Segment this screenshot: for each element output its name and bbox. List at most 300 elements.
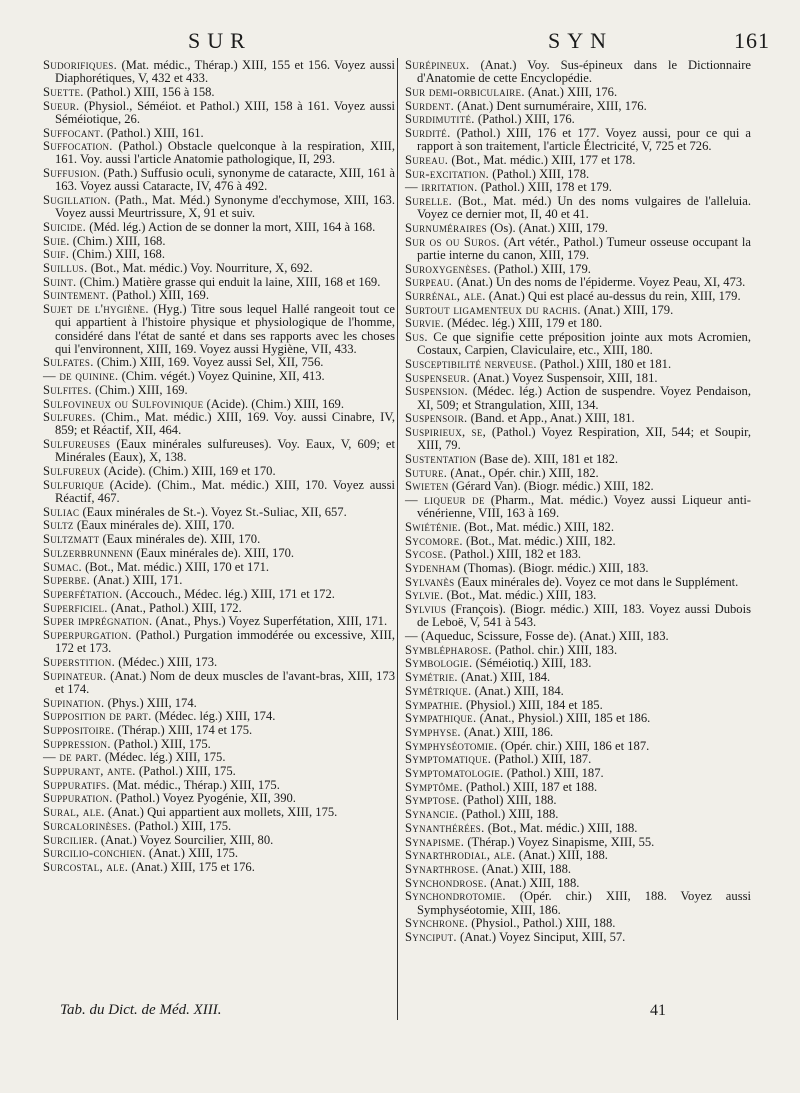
entry-body: (Anat.) XIII, 184. [471,683,564,698]
entry-body: (Anat., Phys.) Voyez Superfétation, XIII, 171. [152,614,388,629]
entry-headword: Sulfites. [43,382,92,397]
entry-headword: Sureau. [405,152,449,167]
index-entry [43,194,395,220]
entry-body: (Physiol.) XIII, 184 et 185. [462,697,603,712]
entry-body: (Eaux minérales de St.-). Voyez St.-Suliac, XII, 657. [79,504,347,519]
entry-body: (Base de). XIII, 181 et 182. [476,451,619,466]
index-entry [43,221,395,234]
entry-body: (Pathol.) XIII, 175. [135,764,236,779]
index-entry [43,276,395,289]
entry-body: (François). (Biogr. médic.) XIII, 183. Voyez aussi Dubois de Leboë, V, 541 à 543. [417,602,751,630]
index-entry [43,847,395,860]
entry-headword: Surtout ligamenteux du rachis. [405,302,581,317]
entry-body: (Bot., Mat. médic.) XIII, 182. [461,519,614,534]
entry-body: (Chim.) XIII, 169. Voyez aussi Sel, XII, 756. [93,355,324,370]
entry-headword: Superstition. [43,654,116,669]
entry-body: (Pathol.) Voyez Respiration, XII, 544; et Soupir, XIII, 79. [417,424,751,453]
entry-body: (Chim.) Matière grasse qui enduit la laine, XIII, 168 et 169. [76,274,381,289]
entry-headword: Sulfovineux ou Sulfovinique [43,396,204,411]
index-entry [43,779,395,792]
entry-body: (Physiol., Séméiot. et Pathol.) XIII, 158 à 161. Voyez aussi Séméiotique, 26. [55,98,395,126]
entry-body: (Bot., Mat. médic.) XIII, 170 et 171. [81,559,270,574]
index-entry [405,59,751,85]
entry-headword: Symétrie. [405,670,458,685]
entry-body: (Anat.) XIII, 186. [460,724,554,739]
index-entry [405,753,751,766]
entry-headword: Surépineux. [405,58,470,72]
entry-headword: — irritation. [405,180,478,195]
index-entry [405,863,751,876]
index-entry [405,195,751,221]
index-entry [43,127,395,140]
entry-headword: Suppurant, ante. [43,764,136,779]
index-entry [43,820,395,833]
entry-headword: Supposition de part. [43,709,152,724]
index-entry [405,781,751,794]
index-entry [405,113,751,126]
entry-headword: Surdimutité. [405,112,475,127]
entry-body: (Hyg.) Titre sous lequel Hallé rangeoit tout ce qui appartient à l'histoire physique et physiologique de l'homme, considéré dans l'état de santé et dans ses rapports avec les choses qui l'environnent, XIII, 169. Voyez aussi Hygiène, VII, 433. [55,302,396,356]
entry-list [405,59,751,944]
entry-body: (Pathol.) XIII, 187. [491,752,592,767]
index-entry [405,521,751,534]
index-entry [43,710,395,723]
entry-body: (Médec. lég.) XIII, 179 et 180. [444,316,603,331]
index-entry [43,370,395,383]
entry-headword: Symptomatique. [405,752,492,767]
index-entry [43,602,395,615]
entry-body: (Path., Mat. Méd.) Synonyme d'ecchymose, XIII, 163. Voyez aussi Meurtrissure, X, 91 et suiv. [55,193,395,221]
index-entry [405,699,751,712]
entry-body: (Pathol.) XIII, 182 et 183. [446,547,582,562]
index-entry [43,656,395,669]
entry-headword: Suillus. [43,261,88,276]
index-entry [405,385,751,411]
entry-headword: Superbe. [43,573,91,588]
entry-body: (Séméiotiq.) XIII, 183. [472,656,592,671]
index-entry [405,100,751,113]
running-head [40,28,770,54]
index-entry [43,248,395,261]
entry-body: (Anat.) XIII, 175. [145,846,239,861]
index-entry [43,59,395,85]
index-entry [43,356,395,369]
entry-headword: Sultz [43,518,74,533]
running-head-left: SUR [188,28,252,53]
index-entry [405,931,751,944]
entry-body: (Phys.) XIII, 174. [104,695,197,710]
entry-body: (Anat.) XIII, 171. [90,573,183,588]
index-entry [43,411,395,437]
index-entry [405,168,751,181]
entry-headword: Suspensoir. [405,411,468,426]
index-entry [405,562,751,575]
index-entry [43,861,395,874]
entry-headword: Sujet de l'hygiène. [43,302,149,317]
entry-headword: Surdité. [405,126,451,141]
entry-headword: Sympathique. [405,711,477,726]
entry-body: (Eaux minérales de). Voyez ce mot dans le Supplément. [454,574,739,589]
entry-headword: Suif. [43,247,70,262]
entry-body: (Chim.) XIII, 168. [69,247,165,262]
index-entry [405,657,751,670]
entry-body: (Eaux minérales de). XIII, 170. [99,532,261,547]
index-entry [43,792,395,805]
entry-body: (Pathol.) XIII, 179. [490,261,591,276]
entry-body: (Opér. chir.) XIII, 186 et 187. [497,738,650,753]
index-entry [405,372,751,385]
entry-body: (Anat.) XIII, 188. [515,848,608,863]
entry-headword: Suette. [43,84,84,99]
entry-body: (Path.) Suffusio oculi, synonyme de cataracte, XIII, 161 à 163. Voyez aussi Cataracte, IV, 476 à 492. [55,166,395,194]
entry-body: (Pathol.) Voyez Pyogénie, XII, 390. [112,791,296,806]
entry-body: (Pathol. chir.) XIII, 183. [491,642,618,657]
entry-body: (Anat.) Voyez Sinciput, XIII, 57. [456,930,626,944]
entry-headword: Symphyséotomie. [405,738,498,753]
entry-headword: Synciput. [405,930,457,944]
index-entry [43,574,395,587]
entry-body: (Acide). (Chim.) XIII, 169. [203,396,344,411]
entry-body: (Anat.) Nom de deux muscles de l'avant-bras, XIII, 173 et 174. [55,668,395,696]
entry-body: (Anat., Physiol.) XIII, 185 et 186. [476,711,651,726]
entry-body: (Anat.) XIII, 188. [487,875,580,890]
index-entry [405,767,751,780]
entry-body: (Aqueduc, Scissure, Fosse de). (Anat.) XIII, 183. [417,629,669,644]
entry-body: (Anat.) XIII, 184. [457,670,551,685]
entry-body: (Anat.) XIII, 175 et 176. [128,859,255,874]
entry-body: (Pathol.) XIII, 176. [474,112,575,127]
index-entry [43,697,395,710]
entry-headword: Suintement. [43,288,109,303]
index-entry [43,615,395,628]
entry-headword: Suliac [43,504,80,519]
index-entry [43,533,395,546]
entry-headword: Suppuration. [43,791,113,806]
entry-headword: Sulfureuses [43,437,111,452]
entry-headword: Sulzerbrunnenn [43,545,134,560]
entry-body: (Anat.) XIII, 176. [524,84,618,99]
entry-body: (Médec. lég.) XIII, 175. [101,750,226,765]
entry-body: (Pathol.) XIII, 169. [108,288,209,303]
index-entry [43,561,395,574]
entry-headword: — [405,629,418,644]
index-entry [43,438,395,464]
index-entry [405,630,751,643]
entry-body: (Pathol.) XIII, 176 et 177. Voyez aussi, pour ce qui a rapport à son traitement, l'article Électricité, V, 725 et 726. [417,126,751,154]
index-entry [43,235,395,248]
entry-headword: Sycose. [405,547,447,562]
index-entry [405,154,751,167]
entry-headword: Symptomatologie. [405,766,504,781]
entry-body: (Pathol.) XIII, 156 à 158. [83,84,215,99]
entry-body: (Eaux minérales de). XIII, 170. [133,545,295,560]
index-entry [43,519,395,532]
entry-body: (Pathol.) XIII, 180 et 181. [536,356,672,371]
entry-body: (Anat., Opér. chir.) XIII, 182. [447,465,599,480]
index-entry [43,465,395,478]
entry-body: (Pathol.) XIII, 178 et 179. [477,180,612,195]
entry-body: (Médec. lég.) XIII, 174. [151,709,276,724]
entry-body: (Pharm., Mat. médic.) Voyez aussi Liqueur anti-vénérienne, VIII, 163 à 169. [417,493,752,521]
index-entry [43,86,395,99]
index-entry [405,276,751,289]
entry-headword: Symphyse. [405,724,461,739]
index-entry [405,576,751,589]
footer [60,1002,700,1019]
entry-headword: Suspenseur. [405,370,470,385]
index-entry [405,589,751,602]
entry-headword: Surcalorinèses. [43,818,132,833]
entry-headword: Sulfures. [43,410,96,425]
index-entry [405,822,751,835]
index-entry [405,181,751,194]
entry-body: (Anat., Pathol.) XIII, 172. [107,600,242,615]
footer-signature: Tab. du Dict. de Méd. XIII. [60,1002,222,1018]
index-entry [43,303,395,356]
entry-headword: Superficiel. [43,600,108,615]
index-entry [43,479,395,505]
entry-headword: Sueur. [43,98,80,113]
entry-body: (Chim.) XIII, 168. [69,233,166,248]
entry-body: (Chim.) XIII, 169. [91,382,188,397]
entry-body: (Pathol.) Obstacle quelconque à la respiration, XIII, 161. Voy. aussi l'article Anatomie pathologique, II, 293. [55,139,395,167]
entry-body: (Bot., Mat. médic.) Voy. Nourriture, X, 692. [87,261,313,276]
index-entry [405,849,751,862]
running-head-right: SYN [548,28,614,53]
entry-headword: Sultzmatt [43,532,100,547]
entry-headword: Suffocation. [43,139,113,154]
entry-headword: Sustentation [405,451,477,466]
index-entry [405,236,751,262]
entry-headword: Sugillation. [43,193,111,208]
entry-body: (Bot., Mat. méd.) Un des noms vulgaires de l'alleluia. Voyez ce dernier mot, II, 40 et 41. [417,194,751,222]
entry-body: (Eaux minérales de). XIII, 170. [73,518,235,533]
entry-body: (Anat.) Un des noms de l'épiderme. Voyez Peau, XI, 473. [453,275,746,290]
index-entry [43,751,395,764]
entry-headword: Sur demi-orbiculaire. [405,84,525,99]
entry-body: (Pathol.) XIII, 187. [503,766,604,781]
entry-headword: Surcilier. [43,832,98,847]
entry-body: (Pathol.) XIII, 175. [110,736,211,751]
index-entry [405,467,751,480]
index-entry [405,794,751,807]
index-entry [405,808,751,821]
entry-body: Ce que signifie cette préposition jointe aux mots Acromien, Costaux, Carpien, Claviculaire, etc., XIII, 180. [417,330,751,358]
entry-headword: Suicide. [43,219,87,234]
entry-headword: Suffusion. [43,166,101,181]
entry-headword: Suppuratifs. [43,777,110,792]
page-number: 161 [734,28,770,53]
index-entry [43,629,395,655]
entry-body: (Médec. lég.) Action de suspendre. Voyez Pendaison, XI, 509; et Strangulation, XIII, 134. [417,384,751,412]
index-entry [43,140,395,166]
entry-body: (Anat.) Qui appartient aux mollets, XIII, 175. [104,805,338,820]
entry-body: (Pathol) XIII, 188. [459,793,557,808]
entry-headword: Suppositoire. [43,722,115,737]
entry-body: (Anat.) Voyez Sourcilier, XIII, 80. [97,832,274,847]
index-entry [43,724,395,737]
entry-headword: Synanthérées. [405,820,485,835]
entry-headword: — de quinine. [43,369,119,384]
entry-body: (Chim. végét.) Voyez Quinine, XII, 413. [118,369,325,384]
index-entry [43,289,395,302]
entry-body: (Pathol.) XIII, 188. [458,807,559,822]
index-entry [43,806,395,819]
index-entry [405,494,751,520]
entry-body: (Bot., Mat. médic.) XIII, 182. [462,533,616,548]
entry-headword: Synchrone. [405,916,469,931]
entry-headword: Suspirieux, se, [405,424,487,439]
index-entry [43,398,395,411]
index-entry [405,480,751,493]
entry-body: (Os). (Anat.) XIII, 179. [486,220,608,235]
entry-headword: Swieten [405,479,449,494]
entry-body: (Bot., Mat. médic.) XIII, 177 et 178. [448,152,636,167]
index-entry [405,548,751,561]
entry-headword: Surnuméraires [405,220,487,235]
entry-body: (Méd. lég.) Action de se donner la mort, XIII, 164 à 168. [86,219,376,234]
entry-headword: Survie. [405,316,445,331]
entry-body: (Anat.) XIII, 188. [478,861,572,876]
entry-headword: Symétrique. [405,683,472,698]
entry-body: (Mat. médic., Thérap.) XIII, 155 et 156. Voyez aussi Diaphorétiques, V, 432 et 433. [55,58,395,86]
entry-body: (Anat.) Voy. Sus-épineux dans le Dictionnaire d'Anatomie de cette Encyclopédie. [417,58,751,86]
entry-body: (Pathol.) XIII, 187 et 188. [462,779,598,794]
entry-headword: Synchondrose. [405,875,488,890]
index-entry [405,358,751,371]
entry-headword: Swiéténie. [405,519,462,534]
entry-headword: Synchondrotomie. [405,889,506,904]
entry-headword: Symptôme. [405,779,463,794]
entry-headword: Sur-excitation. [405,166,490,181]
index-entry [405,331,751,357]
entry-headword: Surcostal, ale. [43,859,129,874]
index-entry [43,262,395,275]
index-entry [43,547,395,560]
entry-body: (Thérap.) XIII, 174 et 175. [114,722,253,737]
entry-body: (Thomas). (Biogr. médic.) XIII, 183. [460,561,649,576]
right-column [405,59,751,945]
entry-headword: — liqueur de [405,493,485,507]
entry-body: (Médec.) XIII, 173. [115,654,218,669]
entry-body: (Anat.) Voyez Suspensoir, XIII, 181. [469,370,658,385]
entry-headword: Surdent. [405,98,455,113]
left-column [43,59,395,875]
index-entry [405,412,751,425]
entry-body: (Band. et App., Anat.) XIII, 181. [467,411,635,426]
index-entry [405,535,751,548]
entry-headword: Symbologie. [405,656,473,671]
entry-list [43,59,395,874]
index-entry [405,890,751,916]
index-entry [43,100,395,126]
index-entry [43,506,395,519]
entry-headword: Suppression. [43,736,111,751]
index-entry [43,834,395,847]
entry-headword: Sumac. [43,559,82,574]
index-entry [405,603,751,629]
entry-headword: Sural, ale. [43,805,105,820]
index-entry [405,86,751,99]
index-entry [405,426,751,452]
index-entry [405,836,751,849]
entry-headword: Suie. [43,233,70,248]
index-entry [43,670,395,696]
entry-headword: Surpeau. [405,275,454,290]
index-entry [43,384,395,397]
entry-headword: Sudorifiques. [43,58,118,72]
entry-body: (Pathol.) XIII, 175. [131,818,232,833]
entry-body: (Opér. chir.) XIII, 188. Voyez aussi Symphyséotomie, XIII, 186. [417,889,751,917]
index-entry [405,222,751,235]
entry-headword: Sympathie. [405,697,463,712]
entry-headword: Surrénal, ale. [405,288,486,303]
entry-headword: Suture. [405,465,448,480]
index-entry [43,738,395,751]
entry-body: (Pathol.) Purgation immodérée ou excessive, XIII, 172 et 173. [55,628,395,656]
index-entry [405,453,751,466]
entry-body: (Anat.) Qui est placé au-dessus du rein, XIII, 179. [485,288,741,303]
entry-headword: Suspension. [405,384,468,399]
entry-headword: Supination. [43,695,105,710]
entry-body: (Chim., Mat. médic.) XIII, 169. Voy. aussi Cinabre, IV, 859; et Réactif, XII, 464. [55,410,395,438]
entry-body: (Pathol.) XIII, 161. [103,125,204,140]
entry-body: (Art vétér., Pathol.) Tumeur osseuse occupant la partie interne du canon, XIII, 179. [417,234,751,262]
index-entry [405,712,751,725]
entry-headword: Suroxygenèses. [405,261,491,276]
index-entry [405,917,751,930]
index-entry [405,290,751,303]
entry-body: (Anat.) XIII, 179. [580,302,674,317]
index-entry [405,726,751,739]
column-divider [397,58,398,1020]
entry-headword: Suffocant. [43,125,104,140]
entry-body: (Mat. médic., Thérap.) XIII, 175. [109,777,280,792]
entry-headword: Symptose. [405,793,460,808]
index-entry [405,317,751,330]
entry-headword: Superfétation. [43,586,123,601]
entry-headword: Sylvanès [405,574,455,589]
entry-body: (Bot., Mat. médic.) XIII, 188. [484,820,638,835]
entry-body: (Thérap.) Voyez Sinapisme, XIII, 55. [464,834,655,849]
index-entry [405,127,751,153]
index-entry [405,671,751,684]
entry-headword: Supinateur. [43,668,107,683]
entry-headword: Synarthrodial, ale. [405,848,516,863]
entry-body: (Gérard Van). (Biogr. médic.) XIII, 182. [448,479,654,494]
entry-body: (Acide). (Chim., Mat. médic.) XIII, 170. Voyez aussi Réactif, 467. [55,477,395,505]
entry-body: (Pathol.) XIII, 178. [489,166,590,181]
index-entry [405,644,751,657]
index-entry [405,877,751,890]
entry-headword: Surcilio-conchien. [43,846,146,861]
index-entry [405,685,751,698]
index-entry [405,304,751,317]
entry-headword: Susceptibilité nerveuse. [405,356,537,371]
index-entry [405,740,751,753]
entry-headword: Super imprégnation. [43,614,153,629]
entry-headword: Sycomore. [405,533,463,548]
entry-body: (Physiol., Pathol.) XIII, 188. [468,916,616,931]
entry-headword: Sus. [405,330,428,345]
entry-headword: Symblépharose. [405,642,492,657]
entry-body: (Acide). (Chim.) XIII, 169 et 170. [100,464,276,479]
entry-body: (Bot., Mat. médic.) XIII, 183. [443,588,597,603]
entry-headword: Synarthrose. [405,861,479,876]
entry-headword: Synancie. [405,807,459,822]
entry-headword: — de part. [43,750,102,765]
entry-headword: Synapisme. [405,834,465,849]
